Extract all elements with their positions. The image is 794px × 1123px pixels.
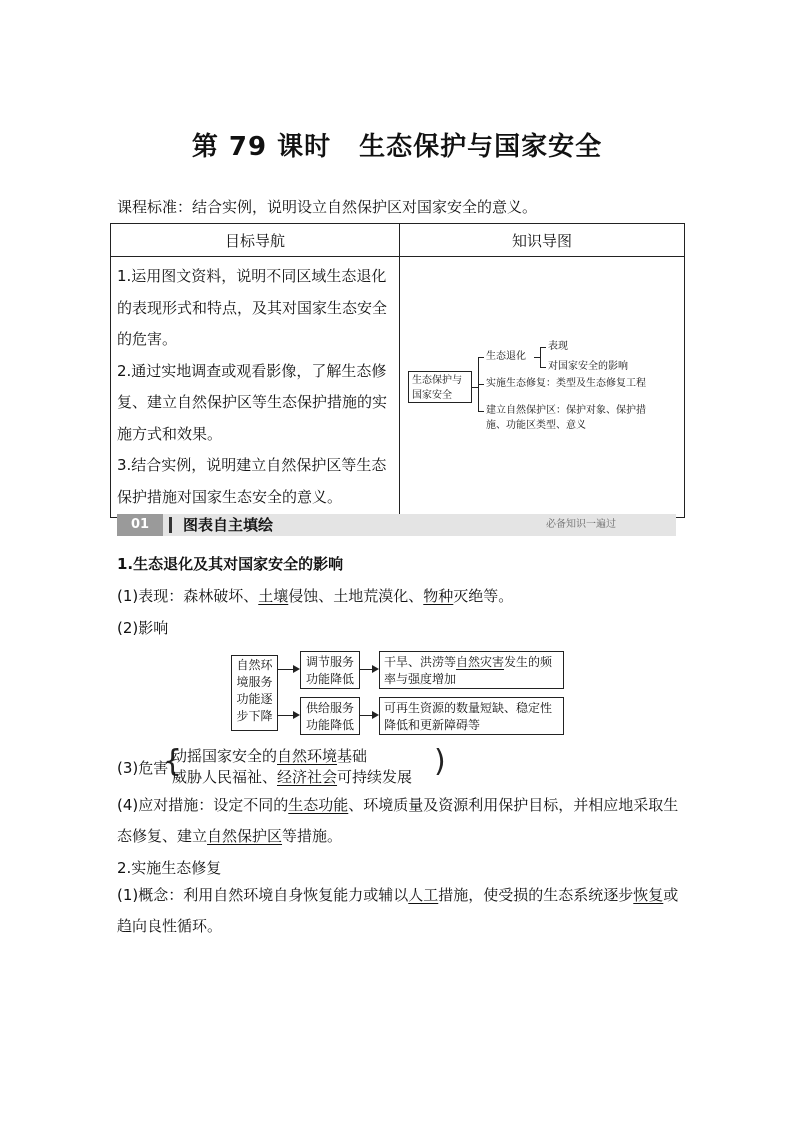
flow-source-box: 自然环境服务功能逐步下降 — [231, 655, 278, 731]
left-brace: { — [163, 744, 183, 779]
goal-item: 3.结合实例，说明建立自然保护区等生态保护措施对国家生态安全的意义。 — [117, 456, 387, 506]
section-title: 图表自主填绘 — [183, 516, 274, 534]
fill-blank: 物种 — [423, 587, 454, 605]
right-brace: ) — [434, 744, 446, 779]
heading-1: 1.生态退化及其对国家安全的影响 — [117, 555, 344, 573]
fill-blank: 自然灾害 — [456, 655, 505, 669]
lesson-title: 生态保护与国家安全 — [359, 132, 603, 162]
lesson-number: 第 79 课时 — [191, 132, 332, 162]
paragraph-impact-label: (2)影响 — [117, 619, 169, 637]
map-leaf-impact: 对国家安全的影响 — [548, 361, 628, 372]
goal-table — [110, 223, 685, 518]
page-title — [0, 126, 794, 163]
goal-list — [111, 257, 400, 518]
goal-item: 1.运用图文资料，说明不同区域生态退化的表现形式和特点，及其对国家生态安全的危害。 — [117, 267, 388, 348]
section-number: 01 — [117, 514, 163, 536]
fill-blank: 人工 — [408, 886, 439, 904]
map-leaf-manifestation: 表现 — [548, 341, 568, 352]
section-divider — [169, 517, 172, 533]
fill-blank: 土壤 — [258, 587, 289, 605]
paragraph-concept: (1)概念：利用自然环境自身恢复能力或辅以人工措施，使受损的生态系统逐步恢复或趋向良性循环。 — [117, 886, 679, 935]
section-header — [117, 514, 676, 536]
fill-blank: 自然保护区 — [207, 827, 283, 845]
course-standard: 课程标准：结合实例，说明设立自然保护区对国家安全的意义。 — [117, 198, 538, 216]
flow-disaster-box: 干旱、洪涝等自然灾害发生的频率与强度增加 — [379, 651, 564, 689]
fill-blank: 经济社会 — [277, 768, 338, 786]
goal-header: 目标导航 — [111, 224, 400, 257]
harm-label: (3)危害 — [117, 759, 169, 777]
map-branch-restoration: 实施生态修复：类型及生态修复工程 — [486, 378, 646, 389]
flow-regulation-box: 调节服务功能降低 — [300, 651, 360, 689]
map-header: 知识导图 — [400, 224, 685, 257]
map-branch-degradation: 生态退化 — [486, 351, 526, 362]
flow-resource-box: 可再生资源的数量短缺、稳定性降低和更新障碍等 — [379, 697, 564, 735]
paragraph-measures: (4)应对措施：设定不同的生态功能、环境质量及资源利用保护目标，并相应地采取生态修复、建立自然保护区等措施。 — [117, 796, 679, 845]
knowledge-map — [400, 257, 685, 518]
flow-supply-box: 供给服务功能降低 — [300, 697, 360, 735]
harm-line-1: 动摇国家安全的自然环境基础 — [172, 747, 368, 765]
map-root-node: 生态保护与国家安全 — [408, 371, 472, 403]
fill-blank: 生态功能 — [288, 796, 349, 814]
map-branch-reserve: 建立自然保护区：保护对象、保护措 — [486, 405, 646, 416]
harm-line-2: 威胁人民福祉、经济社会可持续发展 — [172, 768, 413, 786]
fill-blank: 自然环境 — [277, 747, 338, 765]
goal-item: 2.通过实地调查或观看影像，了解生态修复、建立自然保护区等生态保护措施的实施方式和效果。 — [117, 361, 388, 443]
fill-blank: 恢复 — [633, 886, 664, 904]
section-subtitle: 必备知识一遍过 — [546, 519, 616, 530]
paragraph-manifestation: (1)表现：森林破坏、土壤侵蚀、土地荒漠化、物种灭绝等。 — [117, 587, 514, 605]
map-branch-reserve-cont: 施、功能区类型、意义 — [486, 420, 586, 431]
heading-2: 2.实施生态修复 — [117, 859, 222, 877]
